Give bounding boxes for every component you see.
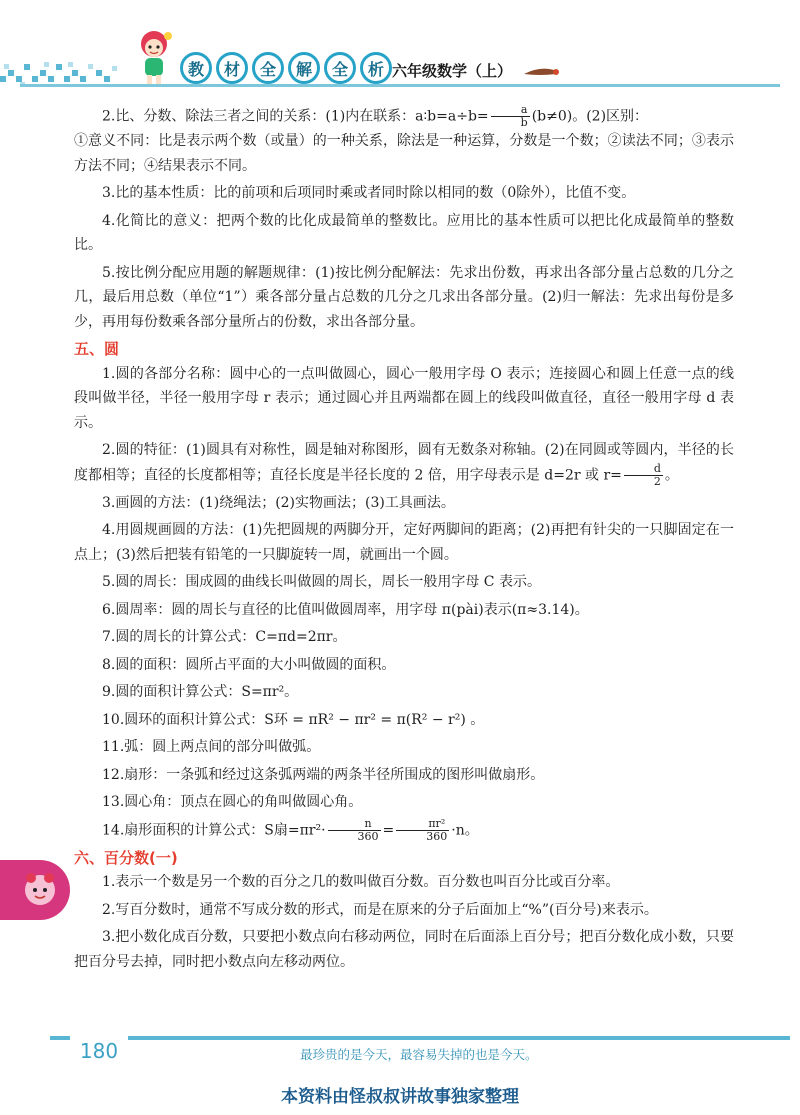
circle-item-14	[74, 818, 734, 843]
ratio-item-4: 4.化简比的意义：把两个数的比化成最简单的整数比。应用比的基本性质可以把比化成最简单的整数比。	[74, 212, 734, 253]
circle-item-7: 7.圆的周长的计算公式：C=πd=2πr。	[102, 629, 347, 645]
circle-item-12: 12.扇形：一条弧和经过这条弧两端的两条半径所围成的图形叫做扇形。	[102, 766, 545, 783]
pen-icon	[520, 62, 560, 82]
circle-item-5: 5.圆的周长：围成圆的曲线长叫做圆的周长，周长一般用字母 C 表示。	[102, 574, 541, 590]
circle-item-11: 11.弧：圆上两点间的部分叫做弧。	[102, 739, 321, 755]
fraction-denominator: 2	[653, 474, 661, 488]
page-header	[0, 0, 800, 100]
fraction-numerator: d	[624, 463, 663, 476]
fraction-numerator: πr²	[396, 818, 449, 831]
section-title-circle: 五、圆	[74, 340, 120, 358]
header-title-char: 解	[288, 52, 320, 84]
footer-rule	[50, 1036, 790, 1040]
ratio-item-5: 5.按比例分配应用题的解题规律：(1)按比例分配解法：先求出份数，再求出各部分量占总数的几分之几，最后用总数（单位“1”）乘各部分量占总数的几分之几求出各部分量。(2)归一解法：先求出每份是多少，再用每份数乘各部分量所占的份数，求出各部分量。	[74, 264, 734, 330]
section-title-percent: 六、百分数(一)	[74, 848, 178, 867]
circle-item-13: 13.圆心角：顶点在圆心的角叫做圆心角。	[102, 794, 363, 810]
item-text: 。	[664, 467, 679, 483]
page-number: 180	[70, 1036, 128, 1066]
percent-item-2: 2.写百分数时，通常不写成分数的形式，而是在原来的分子后面加上“%”(百分号)来表示。	[102, 901, 658, 918]
ratio-item-2-detail: ①意义不同：比是表示两个数（或量）的一种关系，除法是一种运算，分数是一个数；②读法不同；③表示方法不同；④结果表示不同。	[74, 133, 734, 174]
fraction-d-over-2	[624, 463, 663, 488]
circle-item-8: 8.圆的面积：圆所占平面的大小叫做圆的面积。	[102, 656, 396, 673]
fraction-a-over-b	[491, 104, 530, 129]
footer-motto: 最珍贵的是今天，最容易失掉的也是今天。	[300, 1047, 538, 1062]
fraction-numerator: n	[328, 818, 381, 831]
ratio-item-3: 3.比的基本性质：比的前项和后项同时乘或者同时除以相同的数（0除外），比值不变。	[102, 185, 636, 201]
source-credit: 本资料由怪叔叔讲故事独家整理	[281, 1087, 519, 1107]
circle-item-3: 3.画圆的方法：(1)绕绳法；(2)实物画法；(3)工具画法。	[102, 494, 455, 511]
fraction-n-over-360	[328, 818, 381, 843]
percent-item-3: 3.把小数化成百分数，只要把小数点向右移动两位，同时在后面添上百分号；把百分数化成小数，只要把百分号去掉，同时把小数点向左移动两位。	[74, 929, 734, 970]
circle-item-10: 10.圆环的面积计算公式：S环 = πR² − πr² = π(R² − r²) 。	[102, 711, 485, 728]
circle-item-9: 9.圆的面积计算公式：S=πr²。	[102, 684, 299, 700]
header-title-char: 教	[180, 52, 212, 84]
item-text: 2.圆的特征：(1)圆具有对称性，圆是轴对称图形，圆有无数条对称轴。(2)在同圆或等圆内，半径的长度都相等；直径的长度都相等；直径长度是半径长度的 2 倍，用字母表示是 d=2r 或 r=	[74, 442, 734, 483]
circle-item-4: 4.用圆规画圆的方法：(1)先把圆规的两脚分开，定好两脚间的距离；(2)再把有针尖的一只脚固定在一点上；(3)然后把装有铅笔的一只脚旋转一周，就画出一个圆。	[74, 522, 734, 563]
item-text: 14.扇形面积的计算公式：S扇=πr²·	[102, 822, 326, 838]
item-text: ·n。	[451, 822, 479, 838]
circle-item-2	[74, 438, 734, 488]
circle-item-6: 6.圆周率：圆的周长与直径的比值叫做圆周率，用字母 π(pài)表示(π≈3.14)。	[102, 601, 589, 618]
header-title-char: 全	[324, 52, 356, 84]
header-title-char: 全	[252, 52, 284, 84]
grade-subject-label: 六年级数学（上）	[392, 62, 513, 80]
item-text: (b≠0)。(2)区别：	[531, 108, 649, 125]
cartoon-girl-mascot	[130, 28, 178, 86]
header-title-char: 材	[216, 52, 248, 84]
item-text: 2.比、分数、除法三者之间的关系：(1)内在联系：a∶b=a÷b=	[102, 108, 489, 125]
fraction-denominator: 360	[357, 829, 379, 843]
circle-item-1: 1.圆的各部分名称：圆中心的一点叫做圆心，圆心一般用字母 O 表示；连接圆心和圆上任意一点的线段叫做半径，半径一般用字母 r 表示；通过圆心并且两端都在圆上的线段叫做直径，直径一般用字母 d 表示。	[74, 365, 734, 431]
page-content	[74, 104, 734, 974]
item-text: =	[382, 822, 395, 838]
mascot-face-icon	[22, 872, 58, 908]
fraction-denominator: b	[520, 116, 528, 129]
fraction-pir2-over-360	[396, 818, 449, 843]
fraction-denominator: 360	[426, 829, 448, 843]
header-title-char: 析	[360, 52, 392, 84]
ratio-item-2	[74, 104, 734, 129]
fraction-numerator: a	[491, 104, 530, 117]
percent-item-1: 1.表示一个数是另一个数的百分之几的数叫做百分数。百分数也叫百分比或百分率。	[102, 874, 620, 890]
